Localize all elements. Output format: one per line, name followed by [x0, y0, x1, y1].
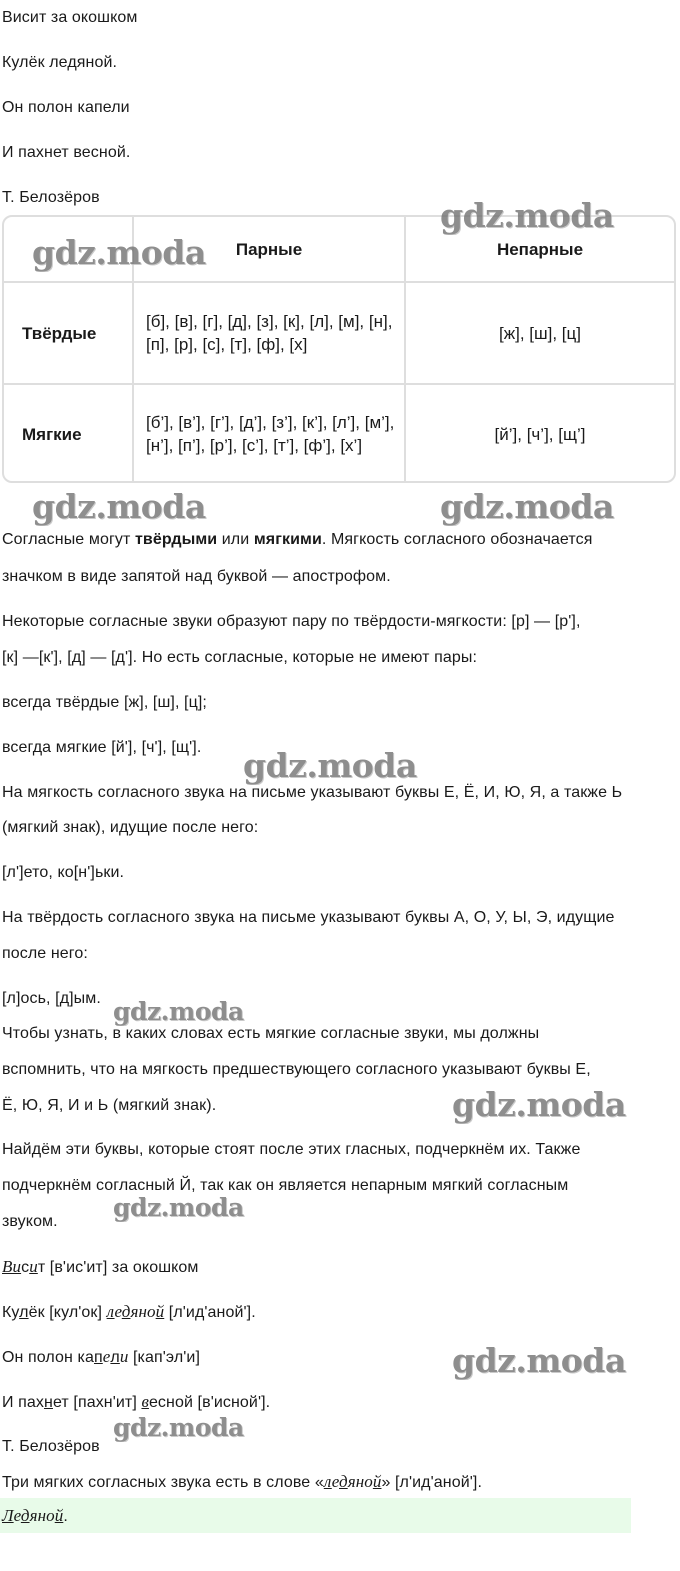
text-p9b: вспомнить, что на мягкость предшествующего согласного указывают буквы Е,	[2, 1061, 591, 1078]
poem-line-4: И пахнет весной.	[2, 144, 131, 161]
text-p10b: подчеркнём согласный Й, так как он является непарным мягкий согласным	[2, 1177, 569, 1194]
table-row-soft-paired: [б’], [в’], [г’], [д’], [з’], [к’], [л’], [м’], [н’], [п’], [р’], [с’], [т’], [ф’], [х’]	[146, 413, 395, 455]
watermark-logo: gdz.moda	[113, 1413, 244, 1442]
text-p8: [л]ось, [д]ым.	[2, 990, 101, 1007]
analysis-line-3: Он полон капели [кап'эл'и]	[2, 1347, 200, 1366]
text-p7a: На твёрдость согласного звука на письме указывают буквы А, О, У, Ы, Э, идущие	[2, 909, 615, 926]
analysis-author: Т. Белозёров	[2, 1438, 100, 1455]
watermark-logo: gdz.moda	[113, 1193, 244, 1222]
watermark-logo: gdz.moda	[113, 997, 244, 1026]
text-p6: [л']ето, ко[н']ьки.	[2, 864, 125, 881]
text-p2b: [к] —[к'], [д] — [д']. Но есть согласные, которые не имеют пары:	[2, 649, 478, 666]
text-p10c: звуком.	[2, 1213, 58, 1230]
text-p4: всегда мягкие [й'], [ч'], [щ'].	[2, 739, 202, 756]
analysis-line-2: Кулёк [кул'ок] ледяной [л'ид'аной'].	[2, 1302, 256, 1321]
watermark-logo: gdz.moda	[243, 746, 417, 785]
watermark-logo: gdz.moda	[452, 1085, 626, 1124]
watermark-logo: gdz.moda	[32, 233, 206, 272]
text-p2a: Некоторые согласные звуки образуют пару по твёрдости-мягкости: [р] — [р'],	[2, 613, 581, 630]
text-p5a: На мягкость согласного звука на письме указывают буквы Е, Ё, И, Ю, Я, а также Ь	[2, 784, 623, 801]
text-p9a: Чтобы узнать, в каких словах есть мягкие согласные звуки, мы должны	[2, 1025, 540, 1042]
watermark-logo: gdz.moda	[440, 487, 614, 526]
poem-line-1: Висит за окошком	[2, 9, 138, 26]
poem-line-3: Он полон капели	[2, 99, 130, 116]
text-p5b: (мягкий знак), идущие после него:	[2, 819, 259, 836]
table-row-soft-label: Мягкие	[22, 424, 82, 444]
table-row-hard-unpaired: [ж], [ш], [ц]	[499, 323, 581, 343]
answer-highlight	[0, 1498, 631, 1533]
answer-line: Ледяной.	[2, 1506, 68, 1525]
text-p1a: Согласные могут твёрдыми или мягкими. Мягкость согласного обозначается	[2, 531, 593, 548]
table-header-unpaired: Непарные	[496, 239, 584, 259]
watermark-logo: gdz.moda	[440, 196, 614, 235]
table-row-hard-paired: [б], [в], [г], [д], [з], [к], [л], [м], [н], [п], [р], [с], [т], [ф], [х]	[146, 312, 393, 354]
watermark-logo: gdz.moda	[32, 487, 206, 526]
watermark-logo: gdz.moda	[452, 1341, 626, 1380]
text-p10a: Найдём эти буквы, которые стоят после этих гласных, подчеркнём их. Также	[2, 1141, 581, 1158]
text-p3: всегда твёрдые [ж], [ш], [ц];	[2, 694, 207, 711]
poem-author: Т. Белозёров	[2, 189, 100, 206]
analysis-line-4: И пахнет [пахн'ит] весной [в'исной'].	[2, 1392, 271, 1411]
poem-line-2: Кулёк ледяной.	[2, 54, 118, 71]
table-header-paired: Парные	[235, 239, 303, 259]
text-p1b: значком в виде запятой над буквой — апострофом.	[2, 568, 391, 585]
text-p7b: после него:	[2, 945, 88, 962]
conclusion-line: Три мягких согласных звука есть в слове «ледяной» [л'ид'аной'].	[2, 1472, 482, 1491]
text-p9c: Ё, Ю, Я, И и Ь (мягкий знак).	[2, 1097, 217, 1114]
table-row-soft-unpaired: [й’], [ч’], [щ’]	[494, 424, 586, 444]
table-row-hard-label: Твёрдые	[22, 323, 97, 343]
analysis-line-1: Висит [в'ис'ит] за окошком	[2, 1257, 199, 1276]
